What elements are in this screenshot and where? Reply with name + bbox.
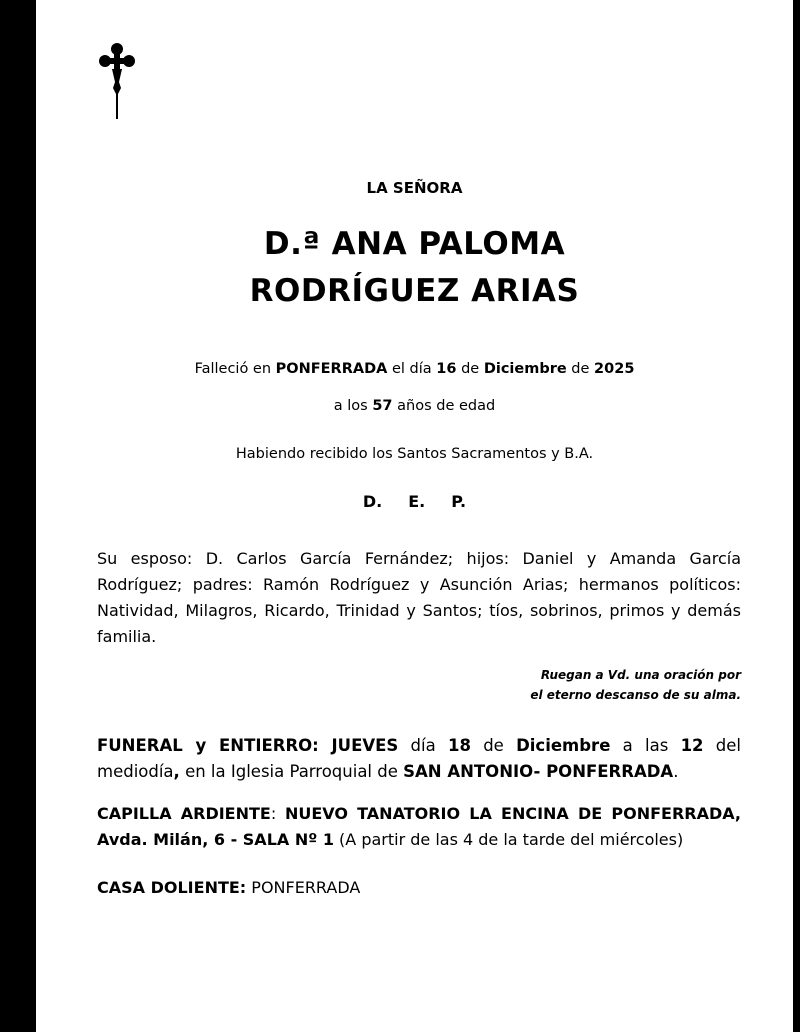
dep-initials: [36, 492, 793, 511]
wake-chapel-info: CAPILLA ARDIENTE: NUEVO TANATORIO LA ENCINA DE PONFERRADA, Avda. Milán, 6 - SALA Nº 1 (A partir de las 4 de la tarde del miércoles): [97, 804, 742, 849]
obituary-page: [36, 0, 793, 1032]
deceased-name-line2: RODRÍGUEZ ARIAS: [249, 273, 580, 309]
deceased-name-line1: D.ª ANA PALOMA: [263, 226, 566, 262]
sacraments-statement: Habiendo recibido los Santos Sacramentos y B.A.: [235, 446, 594, 462]
dep-letter: P.: [451, 492, 467, 511]
family-list: Su esposo: D. Carlos García Fernández; hijos: Daniel y Amanda García Rodríguez; padres: Ramón Rodríguez y Asunción Arias; hermanos políticos: Natividad, Milagros, Ricardo, Trinidad y Santos; tíos, sobrinos, primos y demás familia.: [97, 549, 741, 646]
prayer-request: Ruegan a Vd. una oración por el eterno descanso de su alma.: [530, 668, 741, 702]
family-home-info: CASA DOLIENTE: PONFERRADA: [97, 878, 361, 897]
funeral-info: FUNERAL y ENTIERRO: JUEVES día 18 de Diciembre a las 12 del mediodía, en la Iglesia Parroquial de SAN ANTONIO- PONFERRADA.: [97, 736, 741, 781]
death-statement: Falleció en PONFERRADA el día 16 de Diciembre de 2025: [194, 361, 635, 377]
caravaca-cross-icon: [98, 42, 136, 120]
dep-letter: E.: [408, 492, 426, 511]
intro-heading: LA SEÑORA: [366, 179, 463, 197]
dep-letter: D.: [362, 492, 383, 511]
age-statement: a los 57 años de edad: [333, 398, 496, 414]
